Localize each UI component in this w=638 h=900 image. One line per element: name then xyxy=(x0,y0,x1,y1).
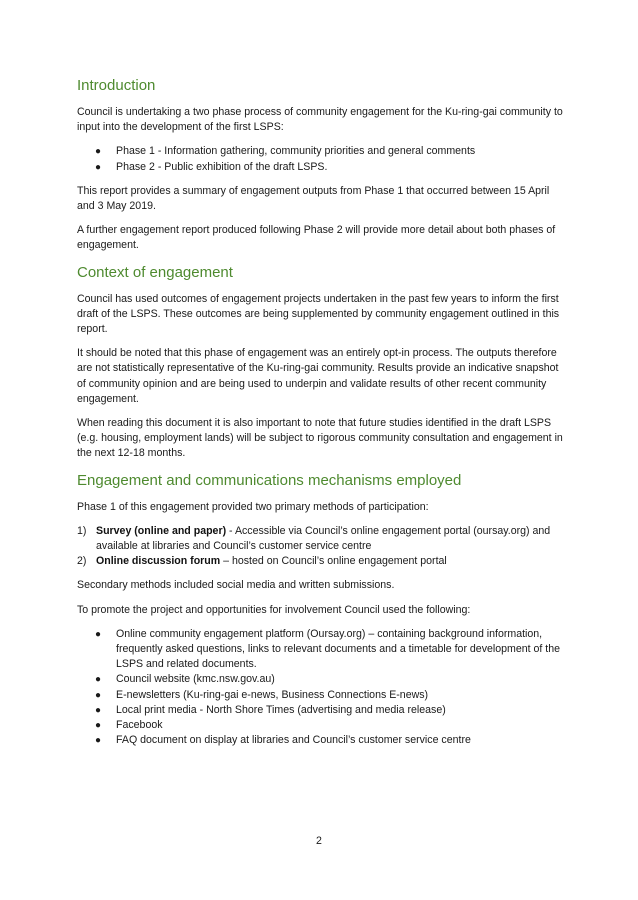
bullet-icon: ● xyxy=(95,735,102,747)
list-item: ● FAQ document on display at libraries and Council’s customer service centre xyxy=(77,733,567,748)
mechanisms-numbered-list xyxy=(77,524,567,570)
list-item: ● Phase 1 - Information gathering, community priorities and general comments xyxy=(77,144,567,159)
bullet-icon: ● xyxy=(95,674,102,686)
page-number: 2 xyxy=(316,835,322,847)
intro-paragraph-1: Council is undertaking a two phase process of community engagement for the Ku-ring-gai community to input into the development of the first LSPS: xyxy=(77,106,563,134)
mechanisms-paragraph-2: Secondary methods included social media and written submissions. xyxy=(77,579,395,592)
bullet-icon: ● xyxy=(95,720,102,732)
list-item: ● E-newsletters (Ku-ring-gai e-news, Business Connections E-news) xyxy=(77,688,567,703)
document-page xyxy=(77,76,567,758)
bullet-icon: ● xyxy=(95,689,102,701)
mechanisms-paragraph-1: Phase 1 of this engagement provided two primary methods of participation: xyxy=(77,500,429,513)
list-item: 1) Survey (online and paper) - Accessible via Council’s online engagement portal (oursay.org) and available at libraries and Council’s customer service centre xyxy=(77,524,551,553)
bullet-icon: ● xyxy=(95,628,102,640)
list-item: ● Council website (kmc.nsw.gov.au) xyxy=(77,672,567,687)
list-item: ● Phase 2 - Public exhibition of the draft LSPS. xyxy=(77,160,567,175)
list-item: ● Local print media - North Shore Times (advertising and media release) xyxy=(77,703,567,718)
list-item: ● Online community engagement platform (Oursay.org) – containing background information, frequently asked questions, links to relevant documents and a timetable for development of the LSPS and related documents. xyxy=(95,627,561,671)
bullet-icon: ● xyxy=(95,161,102,173)
intro-paragraph-3: A further engagement report produced following Phase 2 will provide more detail about both phases of engagement. xyxy=(77,224,556,252)
heading-introduction: Introduction xyxy=(77,77,156,94)
mechanisms-bullet-list xyxy=(77,627,567,749)
bullet-icon: ● xyxy=(95,146,102,158)
bullet-icon: ● xyxy=(95,704,102,716)
intro-paragraph-2: This report provides a summary of engagement outputs from Phase 1 that occurred between 15 April and 3 May 2019. xyxy=(77,184,550,213)
context-paragraph-3: When reading this document it is also important to note that future studies identified in the draft LSPS (e.g. housing, employment lands) will be subject to rigorous community consultation and engagement in the next 12-18 months. xyxy=(77,417,563,460)
intro-bullet-list xyxy=(77,144,567,174)
heading-context: Context of engagement xyxy=(77,263,233,281)
context-paragraph-2: It should be noted that this phase of engagement was an entirely opt-in process. The outputs therefore are not statistically representative of the Ku-ring-gai community. Results provide an indicative snapshot of community opinion and are being used to underpin and validate results of other recent community engagement. xyxy=(77,347,559,405)
context-paragraph-1: Council has used outcomes of engagement projects undertaken in the past few years to inform the first draft of the LSPS. These outcomes are being supplemented by community engagement outlined in this report. xyxy=(77,292,560,336)
heading-mechanisms: Engagement and communications mechanisms employed xyxy=(77,471,462,489)
list-item: ● Facebook xyxy=(77,718,567,733)
list-item: 2) Online discussion forum – hosted on Council’s online engagement portal xyxy=(77,555,447,568)
mechanisms-paragraph-3: To promote the project and opportunities for involvement Council used the following: xyxy=(77,603,471,616)
